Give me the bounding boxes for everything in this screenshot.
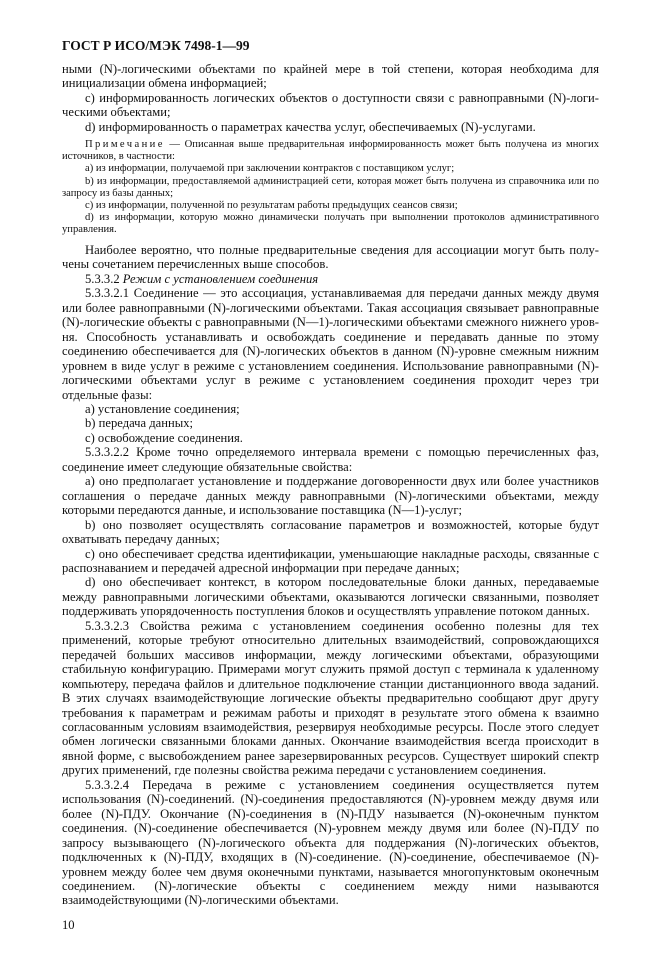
paragraph: ными (N)-логическими объектами по крайней мере в той степени, которая необходима для инициализации обмена информацией; [62, 62, 599, 91]
note-item: a) из информации, получаемой при заключении контрактов с поставщиком услуг; [85, 163, 455, 175]
list-item: b) передача данных; [85, 416, 193, 431]
section-number: 5.3.3.2 [85, 271, 123, 286]
page-number: 10 [62, 917, 75, 932]
list-item: c) информированность логических объектов о доступности связи с равноправными (N)-логическими объектами; [62, 90, 599, 120]
list-item: a) установление соединения; [85, 402, 240, 416]
paragraph: 5.3.3.2.3 Свойства режима с установлением соединения особенно полезны для тех применений, которые требуют относительно длительных взаимодействий, сопровождающихся передачей больших массивов информации, между логическими объектами, образующими стабильную конфигурацию. Примерами могут служить прямой доступ с терминала к удаленному компьютеру, передача файлов и длительное подключение станции дистанционного ввода заданий. В этих случаях взаимодействующие логические объекты предварительно сообщают друг другу требования к параметрам и режимам работы и приходят в результате этого обмена к взаимно согласованным условиям взаимодействия, резервируя необходимые ресурсы. После этого следует обмен логически связанными блоками данных. Окончание взаимодействия всегда происходит в явной форме, с высвобождением ранее зарезервированных ресурсов. Существует широкий спектр других применений, где полезны свойства режима передачи с установлением соединения. [62, 618, 599, 778]
document-header: ГОСТ Р ИСО/МЭК 7498-1—99 [62, 38, 250, 53]
list-item: d) оно обеспечивает контекст, в котором последовательные блоки данных, передаваемые между равноправными логическими объектами, оказываются логически связанными, позволяет поддерживать упорядоченность поступления блоков и осуществлять управление потоком данных. [62, 575, 599, 619]
note-item: d) из информации, которую можно динамически получать при выполнении протоколов административного управления. [62, 211, 599, 235]
paragraph: Наиболее вероятно, что полные предварительные сведения для ассоциации могут быть получены сочетанием перечисленных выше способов. [62, 243, 599, 272]
note-item: c) из информации, полученной по результатам работы предыдущих сеансов связи; [85, 199, 458, 211]
document-body [62, 0, 599, 972]
note-item: b) из информации, предоставляемой администрацией сети, которая может быть получена из справочника или по запросу из базы данных; [62, 175, 599, 199]
note [62, 139, 599, 163]
list-item: b) оно позволяет осуществлять согласование параметров и возможностей, которые будут охватывать передачу данных; [62, 517, 599, 547]
paragraph: 5.3.3.2.1 Соединение — это ассоциация, устанавливаемая для передачи данных между двумя или более равноправными (N)-логическими объектами. Такая ассоциация связывает равноправные (N)-логические объекты с равноправными (N—1)-логическими объектами смежного нижнего уровня. Способность устанавливать и освобождать соединение и передавать данные по этому соединению обеспечивается для (N)-логических объектов в данном (N)-уровне смежным нижним уровнем в виде услуг в режиме с установлением соединения. Использование равноправными (N)-логическими объектами услуг в режиме с установлением соединения проходит через три отдельные фазы: [62, 286, 599, 402]
paragraph: 5.3.3.2.4 Передача в режиме с установлением соединения осуществляется путем использования (N)-соединений. (N)-соединения предоставляются (N)-уровнем между двумя или более (N)-ПДУ. Окончание (N)-соединения в (N)-ПДУ называется (N)-оконечным пунктом соединения. (N)-соединение обеспечивается (N)-уровнем между двумя или более (N)-ПДУ по запросу вызывающего (N)-логического объекта для поддержания (N)-логических объектов, подключенных к (N)-ПДУ, входящих в (N)-соединение. (N)-соединение, обеспечиваемое (N)-уровнем между более чем двумя оконечными пунктами, называется многопунктовым оконечным соединением. (N)-логические объекты с соединением между ними называются взаимодействующими (N)-логическими объектами. [62, 777, 599, 908]
section-heading [62, 272, 599, 286]
list-item: c) оно обеспечивает средства идентификации, уменьшающие накладные расходы, связанные с распознаванием и передачей адресной информации при передаче данных; [62, 546, 599, 575]
list-item: c) освобождение соединения. [85, 430, 243, 445]
paragraph: 5.3.3.2.2 Кроме точно определяемого интервала времени с помощью перечисленных фаз, соединение имеет следующие обязательные свойства: [62, 445, 599, 474]
note-label: Примечание [85, 139, 165, 151]
list-item: d) информированность о параметрах качества услуг, обеспечиваемых (N)-услугами. [85, 119, 536, 134]
list-item: a) оно предполагает установление и поддержание договоренности двух или более участников соглашения о передаче данных между равноправными (N)-логическими объектами, между которыми передаются данные, и использование поставщика (N—1)-услуг; [62, 474, 599, 518]
section-title: Режим с установлением соединения [122, 271, 319, 286]
note-text: — Описанная выше предварительная информированность может быть получена из многих источников, в частности: [62, 139, 599, 163]
